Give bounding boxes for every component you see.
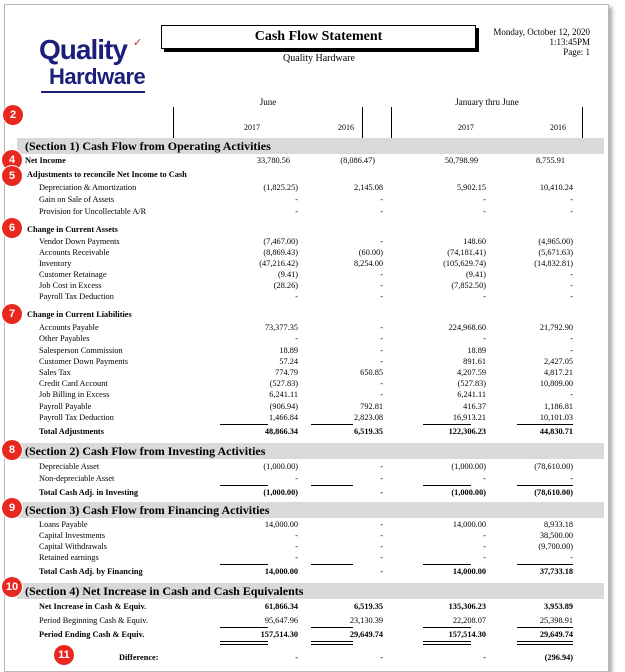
row-label: Retained earnings bbox=[39, 553, 99, 562]
subtotal-rule bbox=[423, 424, 471, 425]
table-row bbox=[33, 182, 603, 193]
report-title: Cash Flow Statement bbox=[161, 25, 476, 49]
cell: (78,610.00) bbox=[534, 462, 573, 471]
cell: (9.41) bbox=[465, 270, 486, 279]
table-row bbox=[33, 291, 603, 302]
table-row bbox=[33, 280, 603, 291]
cell: 891.61 bbox=[463, 357, 486, 366]
column-year: 2016 bbox=[338, 123, 354, 132]
cell: 73,377.35 bbox=[264, 323, 298, 332]
table-row bbox=[33, 333, 603, 344]
company-logo bbox=[39, 35, 147, 93]
callout-badge: 11 bbox=[54, 645, 74, 665]
cell: - bbox=[380, 357, 383, 366]
table-row bbox=[33, 206, 603, 217]
cell: 95,647.96 bbox=[264, 616, 298, 625]
row-label: Payroll Tax Deduction bbox=[39, 292, 114, 301]
table-row bbox=[33, 247, 603, 258]
report-page-number: Page: 1 bbox=[563, 47, 590, 57]
row-label: Net Income bbox=[25, 156, 66, 165]
subtotal-rule bbox=[311, 424, 353, 425]
row-label: Vendor Down Payments bbox=[39, 237, 120, 246]
cell: - bbox=[570, 292, 573, 301]
logo-text-quality: Quality bbox=[39, 34, 127, 65]
row-label: Net Increase in Cash & Equiv. bbox=[39, 602, 147, 611]
cell: 29,649.74 bbox=[349, 630, 383, 639]
subtotal-rule bbox=[311, 627, 353, 628]
cell: - bbox=[380, 379, 383, 388]
cell: - bbox=[483, 292, 486, 301]
cell: 14,000.00 bbox=[452, 567, 486, 576]
column-group-june bbox=[173, 97, 363, 142]
cell: (5,671.63) bbox=[538, 248, 573, 257]
report-meta bbox=[493, 27, 590, 57]
cell: (1,000.00) bbox=[263, 488, 298, 497]
column-group-ytd bbox=[391, 97, 583, 142]
cell: 50,798.99 bbox=[444, 156, 478, 165]
row-label: Capital Withdrawals bbox=[39, 542, 107, 551]
cell: 29,649.74 bbox=[539, 630, 573, 639]
table-row bbox=[33, 269, 603, 280]
row-current-assets-header bbox=[27, 224, 597, 235]
subtotal-rule bbox=[423, 564, 471, 565]
cell: 2,145.08 bbox=[353, 183, 383, 192]
cell: 224,968.60 bbox=[448, 323, 486, 332]
table-row bbox=[33, 345, 603, 356]
table-row bbox=[33, 473, 603, 484]
column-group-label: January thru June bbox=[455, 97, 519, 107]
cell: - bbox=[570, 346, 573, 355]
cell: - bbox=[380, 553, 383, 562]
cell: 14,000.00 bbox=[452, 520, 486, 529]
row-label: Sales Tax bbox=[39, 368, 71, 377]
cell: 21,792.90 bbox=[539, 323, 573, 332]
cell: - bbox=[380, 567, 383, 576]
logo-text-hardware: Hardware bbox=[49, 64, 146, 89]
table-row bbox=[33, 461, 603, 472]
cell: - bbox=[570, 553, 573, 562]
cell: - bbox=[295, 334, 298, 343]
total-double-rule bbox=[220, 641, 268, 645]
row-label: Change in Current Assets bbox=[27, 225, 118, 234]
callout-badge: 5 bbox=[2, 166, 22, 186]
section-net-increase: (Section 4) Net Increase in Cash and Cash Equivalents bbox=[17, 583, 604, 599]
cell: 23,130.39 bbox=[349, 616, 383, 625]
cell: - bbox=[570, 281, 573, 290]
cell: 2,823.08 bbox=[353, 413, 383, 422]
cell: 148.60 bbox=[463, 237, 486, 246]
row-label: Customer Down Payments bbox=[39, 357, 128, 366]
row-label: Total Cash Adj. in Investing bbox=[39, 488, 139, 497]
cell: 18.89 bbox=[279, 346, 298, 355]
row-label: Adjustments to reconcile Net Income to Cash bbox=[27, 170, 187, 179]
cell: (9.41) bbox=[277, 270, 298, 279]
table-row-difference bbox=[33, 652, 603, 663]
cell: - bbox=[295, 653, 298, 662]
cell: - bbox=[380, 542, 383, 551]
row-label: Non-depreciable Asset bbox=[39, 474, 115, 483]
cell: 6,519.35 bbox=[353, 602, 383, 611]
row-label: Total Cash Adj. by Financing bbox=[39, 567, 143, 576]
cell: 10,410.24 bbox=[539, 183, 573, 192]
cell: (60.00) bbox=[358, 248, 383, 257]
report-time: 1:13:45PM bbox=[549, 37, 590, 47]
cell: 650.85 bbox=[360, 368, 383, 377]
cell: 8,755.91 bbox=[535, 156, 565, 165]
subtotal-rule bbox=[220, 485, 268, 486]
row-label: Accounts Payable bbox=[39, 323, 99, 332]
cell: (527.83) bbox=[269, 379, 298, 388]
cell: (47,216.42) bbox=[259, 259, 298, 268]
cell: 18.89 bbox=[467, 346, 486, 355]
column-group-label: June bbox=[259, 97, 277, 107]
table-row-total bbox=[33, 487, 603, 498]
cell: 10,809.00 bbox=[539, 379, 573, 388]
cell: 61,866.34 bbox=[264, 602, 298, 611]
cell: (105,629.74) bbox=[443, 259, 486, 268]
cell: (14,832.81) bbox=[534, 259, 573, 268]
subtotal-rule bbox=[517, 424, 573, 425]
table-row bbox=[33, 356, 603, 367]
cell: (74,181.41) bbox=[447, 248, 486, 257]
table-row bbox=[33, 378, 603, 389]
row-label: Gain on Sale of Assets bbox=[39, 195, 115, 204]
row-adjustments-header bbox=[27, 169, 597, 180]
cell: 6,241.11 bbox=[457, 390, 486, 399]
table-row bbox=[33, 236, 603, 247]
cell: - bbox=[295, 553, 298, 562]
cell: - bbox=[380, 474, 383, 483]
cell: - bbox=[570, 390, 573, 399]
cell: 122,306.23 bbox=[448, 427, 486, 436]
table-row-total bbox=[33, 566, 603, 577]
report-date: Monday, October 12, 2020 bbox=[493, 27, 590, 37]
cell: (7,467.00) bbox=[263, 237, 298, 246]
cell: (527.83) bbox=[457, 379, 486, 388]
row-label: Payroll Payable bbox=[39, 402, 92, 411]
table-row bbox=[33, 194, 603, 205]
cell: 4,207.59 bbox=[456, 368, 486, 377]
row-label: Total Adjustments bbox=[39, 427, 104, 436]
logo-check-icon: ✓ bbox=[133, 37, 143, 49]
cell: (4,965.00) bbox=[538, 237, 573, 246]
row-label: Provision for Uncollectable A/R bbox=[39, 207, 147, 216]
row-label: Salesperson Commission bbox=[39, 346, 123, 355]
cell: 22,208.07 bbox=[452, 616, 486, 625]
cell: 37,733.18 bbox=[539, 567, 573, 576]
cell: 10,101.03 bbox=[539, 413, 573, 422]
cell: 48,866.34 bbox=[264, 427, 298, 436]
cell: - bbox=[295, 474, 298, 483]
table-row bbox=[33, 552, 603, 563]
subtotal-rule bbox=[220, 564, 268, 565]
cell: - bbox=[380, 237, 383, 246]
cell: 25,398.91 bbox=[539, 616, 573, 625]
callout-badge: 10 bbox=[2, 577, 22, 597]
callout-badge: 9 bbox=[2, 498, 22, 518]
cell: 4,817.21 bbox=[543, 368, 573, 377]
subtotal-rule bbox=[220, 627, 268, 628]
cell: - bbox=[380, 292, 383, 301]
row-label: Period Beginning Cash & Equiv. bbox=[39, 616, 148, 625]
table-row-total bbox=[33, 426, 603, 437]
cell: - bbox=[483, 542, 486, 551]
cell: 416.37 bbox=[463, 402, 486, 411]
cell: (296.94) bbox=[544, 653, 573, 662]
report-page bbox=[4, 4, 609, 672]
cell: - bbox=[380, 346, 383, 355]
callout-badge: 4 bbox=[2, 150, 22, 170]
cell: - bbox=[570, 334, 573, 343]
cell: (28.26) bbox=[273, 281, 298, 290]
row-net-income bbox=[25, 155, 595, 166]
table-row-total bbox=[33, 629, 603, 640]
cell: 14,000.00 bbox=[264, 520, 298, 529]
column-year: 2017 bbox=[458, 123, 474, 132]
callout-badge: 6 bbox=[2, 218, 22, 238]
cell: 1,186.81 bbox=[543, 402, 573, 411]
cell: - bbox=[295, 207, 298, 216]
callout-badge: 7 bbox=[2, 304, 22, 324]
subtotal-rule bbox=[423, 627, 471, 628]
cell: 44,830.71 bbox=[539, 427, 573, 436]
row-label: Difference: bbox=[119, 653, 159, 662]
cell: (1,000.00) bbox=[263, 462, 298, 471]
row-label: Capital Investments bbox=[39, 531, 106, 540]
section-financing: (Section 3) Cash Flow from Financing Activities bbox=[17, 502, 604, 518]
total-double-rule bbox=[311, 641, 353, 645]
row-current-liabilities-header bbox=[27, 309, 597, 320]
cell: (8,869.43) bbox=[263, 248, 298, 257]
cell: 8,254.00 bbox=[353, 259, 383, 268]
cell: (9,700.00) bbox=[538, 542, 573, 551]
cell: 792.81 bbox=[360, 402, 383, 411]
cell: - bbox=[295, 531, 298, 540]
row-label: Change in Current Liabilities bbox=[27, 310, 132, 319]
row-label: Loans Payable bbox=[39, 520, 88, 529]
section-investing: (Section 2) Cash Flow from Investing Activities bbox=[17, 443, 604, 459]
cell: 14,000.00 bbox=[264, 567, 298, 576]
cell: - bbox=[380, 531, 383, 540]
column-year: 2017 bbox=[244, 123, 260, 132]
cell: - bbox=[380, 520, 383, 529]
cell: 33,780.56 bbox=[256, 156, 290, 165]
table-row bbox=[33, 519, 603, 530]
column-year: 2016 bbox=[550, 123, 566, 132]
subtotal-rule bbox=[517, 564, 573, 565]
cell: 5,902.15 bbox=[456, 183, 486, 192]
table-row bbox=[33, 530, 603, 541]
cell: 6,241.11 bbox=[269, 390, 298, 399]
row-label: Depreciation & Amortization bbox=[39, 183, 137, 192]
cell: (1,825.25) bbox=[263, 183, 298, 192]
cell: - bbox=[483, 531, 486, 540]
cell: (1,000.00) bbox=[451, 462, 486, 471]
cell: 3,953.89 bbox=[543, 602, 573, 611]
row-label: Credit Card Account bbox=[39, 379, 108, 388]
table-row bbox=[33, 367, 603, 378]
cell: 135,306.23 bbox=[448, 602, 486, 611]
cell: - bbox=[570, 474, 573, 483]
table-row bbox=[33, 258, 603, 269]
cell: 16,913.21 bbox=[452, 413, 486, 422]
row-label: Depreciable Asset bbox=[39, 462, 100, 471]
row-label: Other Payables bbox=[39, 334, 90, 343]
table-row bbox=[33, 412, 603, 423]
cell: - bbox=[483, 653, 486, 662]
row-label: Period Ending Cash & Equiv. bbox=[39, 630, 145, 639]
cell: - bbox=[570, 207, 573, 216]
cell: (8,086.47) bbox=[340, 156, 375, 165]
cell: 38,500.00 bbox=[539, 531, 573, 540]
cell: - bbox=[483, 207, 486, 216]
cell: (78,610.00) bbox=[534, 488, 573, 497]
total-double-rule bbox=[423, 641, 471, 645]
cell: 2,427.05 bbox=[543, 357, 573, 366]
logo-underline bbox=[41, 91, 145, 93]
cell: 8,933.18 bbox=[543, 520, 573, 529]
cell: - bbox=[295, 292, 298, 301]
cell: - bbox=[380, 323, 383, 332]
cell: - bbox=[295, 195, 298, 204]
subtotal-rule bbox=[311, 564, 353, 565]
cell: - bbox=[570, 195, 573, 204]
row-label: Customer Retainage bbox=[39, 270, 107, 279]
cell: - bbox=[295, 542, 298, 551]
row-label: Job Billing in Excess bbox=[39, 390, 110, 399]
subtotal-rule bbox=[517, 485, 573, 486]
row-label: Job Cost in Excess bbox=[39, 281, 102, 290]
table-row bbox=[33, 601, 603, 612]
cell: - bbox=[380, 390, 383, 399]
subtotal-rule bbox=[220, 424, 268, 425]
callout-badge: 8 bbox=[2, 440, 22, 460]
cell: - bbox=[380, 207, 383, 216]
table-row bbox=[33, 322, 603, 333]
cell: (906.94) bbox=[269, 402, 298, 411]
table-row bbox=[33, 389, 603, 400]
cell: - bbox=[483, 553, 486, 562]
cell: 157,514.30 bbox=[448, 630, 486, 639]
cell: - bbox=[380, 281, 383, 290]
cell: - bbox=[380, 488, 383, 497]
callout-badge: 2 bbox=[3, 105, 23, 125]
cell: 774.79 bbox=[275, 368, 298, 377]
row-label: Inventory bbox=[39, 259, 72, 268]
table-row bbox=[33, 541, 603, 552]
subtotal-rule bbox=[311, 485, 353, 486]
cell: - bbox=[380, 462, 383, 471]
company-name: Quality Hardware bbox=[283, 53, 355, 64]
cell: - bbox=[570, 270, 573, 279]
subtotal-rule bbox=[423, 485, 471, 486]
cell: - bbox=[380, 653, 383, 662]
total-double-rule bbox=[517, 641, 573, 645]
cell: - bbox=[380, 334, 383, 343]
row-label: Payroll Tax Deduction bbox=[39, 413, 114, 422]
cell: - bbox=[483, 195, 486, 204]
cell: 1,466.84 bbox=[268, 413, 298, 422]
cell: - bbox=[380, 195, 383, 204]
table-row bbox=[33, 615, 603, 626]
cell: (1,000.00) bbox=[451, 488, 486, 497]
cell: 6,519.35 bbox=[353, 427, 383, 436]
cell: - bbox=[380, 270, 383, 279]
cell: - bbox=[483, 474, 486, 483]
table-row bbox=[33, 401, 603, 412]
cell: - bbox=[483, 334, 486, 343]
section-operating: (Section 1) Cash Flow from Operating Activities bbox=[17, 138, 604, 154]
cell: (7,852.50) bbox=[451, 281, 486, 290]
cell: 157,514.30 bbox=[260, 630, 298, 639]
row-label: Accounts Receivable bbox=[39, 248, 110, 257]
cell: 57.24 bbox=[279, 357, 298, 366]
subtotal-rule bbox=[517, 627, 573, 628]
